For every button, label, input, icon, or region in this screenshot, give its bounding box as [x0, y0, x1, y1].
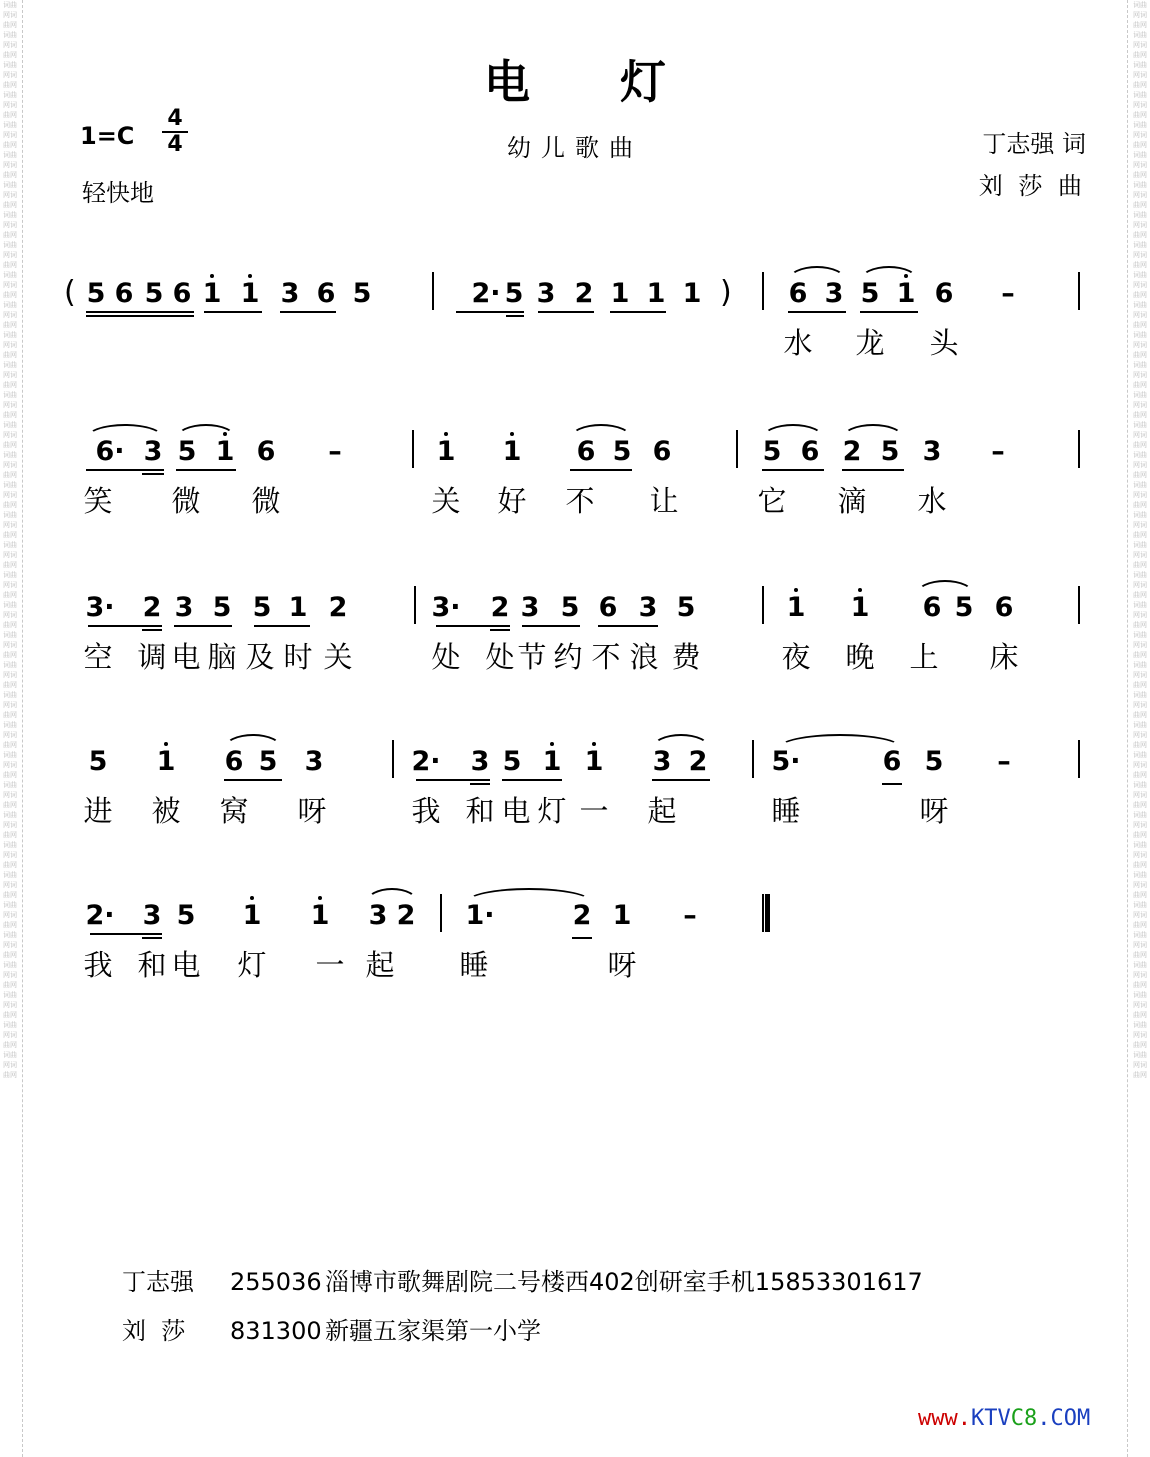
lyric-syllable: 我: [83, 948, 113, 982]
note: 1: [682, 278, 702, 309]
footer-line-1: [122, 1262, 923, 1297]
note: 1: [584, 746, 604, 777]
lyric-syllable: 灯: [537, 794, 567, 828]
bar-line: [1078, 586, 1080, 624]
lyric-syllable: 空: [83, 640, 113, 674]
note: 1: [646, 278, 666, 309]
high-octave-dot: [444, 432, 448, 436]
watermark-left: 词曲网词曲网词曲网词曲网词曲网词曲网词曲网词曲网词曲网词曲网词曲网词曲网词曲网词曲网词曲网词曲网词曲网词曲网词曲网词曲网词曲网词曲网词曲网词曲网词曲网词曲网词曲网词曲网词曲网词曲网词曲网词曲网词曲网词曲网词曲网词曲网词曲网词曲网词曲网词曲网词曲网词曲网词曲网词曲网词曲网词曲网词曲网词曲网词曲网词曲网词曲网词曲网词曲网词曲网词曲网词曲网词曲网词曲网词曲网词曲网词曲网词曲网词曲网词曲网词曲网词曲网词曲网词曲网词曲网词曲网词曲网词曲网: [3, 1, 17, 1079]
high-octave-dot: [210, 274, 214, 278]
high-octave-dot: [550, 742, 554, 746]
beam-line: [570, 469, 632, 471]
beam-line-double: [572, 937, 592, 939]
note: 6: [172, 278, 192, 309]
lyric-syllable: 不: [591, 640, 621, 674]
note: 1: [850, 592, 870, 623]
note: 5: [676, 592, 696, 623]
footer-address: 新疆五家渠第一小学: [325, 1317, 541, 1345]
lyric-syllable: 上: [909, 640, 939, 674]
lyric-syllable: 节: [517, 640, 547, 674]
close-paren: ): [720, 275, 732, 310]
beam-line: [280, 311, 336, 313]
beam-line: [456, 311, 524, 313]
high-octave-dot: [318, 896, 322, 900]
beam-line-double: [882, 783, 902, 785]
beam-line: [416, 779, 490, 781]
footer-name: 刘 莎: [122, 1317, 186, 1345]
note: 3: [824, 278, 844, 309]
note: 2: [572, 900, 592, 931]
beam-line: [174, 625, 232, 627]
note: 1·: [465, 900, 495, 931]
note: 5: [352, 278, 372, 309]
footer-address: 淄博市歌舞剧院二号楼西402创研室手机15853301617: [325, 1268, 923, 1296]
lyric-syllable: 让: [649, 484, 679, 518]
high-octave-dot: [510, 432, 514, 436]
beam-line: [538, 311, 594, 313]
note: 6: [922, 592, 942, 623]
note: 6: [256, 436, 276, 467]
note: 5: [504, 278, 524, 309]
composer: 刘 莎 曲: [978, 172, 1086, 200]
lyric-syllable: 微: [171, 484, 201, 518]
high-octave-dot: [794, 588, 798, 592]
time-top: 4: [167, 106, 183, 131]
lyric-syllable: 电: [171, 640, 201, 674]
note: 3: [368, 900, 388, 931]
note: 3: [470, 746, 490, 777]
beam-line-double: [506, 315, 524, 317]
note: 6·: [95, 436, 125, 467]
beam-line: [176, 469, 236, 471]
bar-line: [414, 586, 416, 624]
note: 3: [174, 592, 194, 623]
note: 1: [242, 900, 262, 931]
beam-line-double: [142, 629, 162, 631]
site-url[interactable]: www.KTVC8.COM: [918, 1406, 1091, 1431]
note: 6: [934, 278, 954, 309]
note: 6: [224, 746, 244, 777]
note: 1: [542, 746, 562, 777]
lyric-syllable: 约: [553, 640, 583, 674]
open-paren: (: [64, 275, 76, 310]
note: 5: [860, 278, 880, 309]
lyric-syllable: 一: [315, 948, 345, 982]
note: 3: [520, 592, 540, 623]
bar-line: [1078, 272, 1080, 310]
note: 2: [842, 436, 862, 467]
lyric-syllable: 和: [137, 948, 167, 982]
note: 5: [212, 592, 232, 623]
bar-line: [392, 740, 394, 778]
note: 3: [280, 278, 300, 309]
beam-line: [842, 469, 904, 471]
beam-line: [860, 311, 918, 313]
note: 1: [310, 900, 330, 931]
final-bar-line: [762, 894, 770, 932]
note: 6: [114, 278, 134, 309]
lyric-syllable: 睡: [771, 794, 801, 828]
beam-line: [652, 779, 710, 781]
beam-line: [90, 933, 162, 935]
beam-line: [762, 469, 824, 471]
note: 5: [252, 592, 272, 623]
song-title: 电灯: [484, 55, 756, 109]
key-signature: 1=C: [80, 122, 135, 150]
note: 3: [536, 278, 556, 309]
bar-line: [752, 740, 754, 778]
lyric-syllable: 费: [671, 640, 701, 674]
lyric-syllable: 我: [411, 794, 441, 828]
beam-line-double: [142, 937, 162, 939]
bar-line: [432, 272, 434, 310]
lyric-syllable: 关: [323, 640, 353, 674]
note: 5: [880, 436, 900, 467]
note: 3: [143, 436, 163, 467]
lyric-syllable: 被: [151, 794, 181, 828]
note: 6: [576, 436, 596, 467]
note: 3: [922, 436, 942, 467]
high-octave-dot: [164, 742, 168, 746]
note: 2: [396, 900, 416, 931]
lyric-syllable: 关: [431, 484, 461, 518]
high-octave-dot: [248, 274, 252, 278]
lyric-syllable: 笑: [83, 484, 113, 518]
time-bottom: 4: [167, 132, 183, 157]
lyric-syllable: 头: [929, 326, 959, 360]
lyric-syllable: 睡: [459, 948, 489, 982]
high-octave-dot: [858, 588, 862, 592]
footer-name: 丁志强: [122, 1268, 194, 1296]
tempo-marking: 轻快地: [82, 179, 154, 207]
note: 3·: [431, 592, 461, 623]
note: 1: [240, 278, 260, 309]
note: 5: [176, 900, 196, 931]
bar-line: [440, 894, 442, 932]
lyric-syllable: 脑: [207, 640, 237, 674]
note: 1: [156, 746, 176, 777]
note: 1: [786, 592, 806, 623]
lyric-syllable: 和: [465, 794, 495, 828]
footer-zip: 831300: [230, 1317, 322, 1345]
lyric-syllable: 一: [579, 794, 609, 828]
lyric-syllable: 及: [245, 640, 275, 674]
note: –: [328, 436, 342, 467]
note: 1: [202, 278, 222, 309]
lyric-syllable: 电: [501, 794, 531, 828]
lyric-syllable: 灯: [237, 948, 267, 982]
lyric-syllable: 起: [647, 794, 677, 828]
note: 1: [610, 278, 630, 309]
lyric-syllable: 进: [83, 794, 113, 828]
note: 3·: [85, 592, 115, 623]
note: 1: [436, 436, 456, 467]
lyric-syllable: 水: [917, 484, 947, 518]
note: 3: [638, 592, 658, 623]
beam-line: [788, 311, 846, 313]
beam-line: [86, 469, 164, 471]
lyric-syllable: 浪: [629, 640, 659, 674]
note: 1: [612, 900, 632, 931]
lyric-syllable: 床: [989, 640, 1019, 674]
lyric-syllable: 调: [137, 640, 167, 674]
note: 5: [612, 436, 632, 467]
note: 6: [994, 592, 1014, 623]
note: 5: [88, 746, 108, 777]
watermark-right: 词曲网词曲网词曲网词曲网词曲网词曲网词曲网词曲网词曲网词曲网词曲网词曲网词曲网词曲网词曲网词曲网词曲网词曲网词曲网词曲网词曲网词曲网词曲网词曲网词曲网词曲网词曲网词曲网词曲网词曲网词曲网词曲网词曲网词曲网词曲网词曲网词曲网词曲网词曲网词曲网词曲网词曲网词曲网词曲网词曲网词曲网词曲网词曲网词曲网词曲网词曲网词曲网词曲网词曲网词曲网词曲网词曲网词曲网词曲网词曲网词曲网词曲网词曲网词曲网词曲网词曲网词曲网词曲网词曲网词曲网词曲网词曲网: [1133, 1, 1147, 1079]
note: 5: [86, 278, 106, 309]
footer-line-2: [122, 1311, 541, 1346]
note: –: [991, 436, 1005, 467]
high-octave-dot: [250, 896, 254, 900]
bar-line: [736, 430, 738, 468]
note: –: [997, 746, 1011, 777]
note: 6: [800, 436, 820, 467]
note: 5: [762, 436, 782, 467]
note: 1: [502, 436, 522, 467]
lyricist: 丁志强 词: [982, 130, 1086, 158]
note: 2: [688, 746, 708, 777]
lyric-syllable: 时: [283, 640, 313, 674]
lyric-syllable: 呀: [919, 794, 949, 828]
lyric-syllable: 夜: [781, 640, 811, 674]
lyric-syllable: 微: [251, 484, 281, 518]
lyric-syllable: 不: [565, 484, 595, 518]
lyric-syllable: 电: [171, 948, 201, 982]
lyric-syllable: 滴: [837, 484, 867, 518]
lyric-syllable: 呀: [297, 794, 327, 828]
note: 2: [142, 592, 162, 623]
note: 2·: [411, 746, 441, 777]
lyric-syllable: 起: [365, 948, 395, 982]
note: 2·: [471, 278, 501, 309]
beam-line: [254, 625, 310, 627]
note: 5: [954, 592, 974, 623]
lyric-syllable: 处: [431, 640, 461, 674]
beam-line-double: [142, 473, 164, 475]
beam-line-double: [470, 783, 490, 785]
note: 6: [598, 592, 618, 623]
note: 1: [215, 436, 235, 467]
note: –: [1001, 278, 1015, 309]
note: 1: [896, 278, 916, 309]
note: 5: [560, 592, 580, 623]
lyric-syllable: 晚: [845, 640, 875, 674]
note: 5: [144, 278, 164, 309]
subtitle: 幼儿歌曲: [507, 134, 643, 162]
bar-line: [762, 586, 764, 624]
note: 2: [328, 592, 348, 623]
lyric-syllable: 它: [757, 484, 787, 518]
note: 6: [882, 746, 902, 777]
note: 5: [502, 746, 522, 777]
note: 2: [490, 592, 510, 623]
bar-line: [1078, 740, 1080, 778]
bar-line: [412, 430, 414, 468]
note: 1: [288, 592, 308, 623]
beam-line: [610, 311, 666, 313]
note: 6: [788, 278, 808, 309]
beam-line: [224, 779, 282, 781]
note: 5: [177, 436, 197, 467]
lyric-syllable: 窝: [219, 794, 249, 828]
lyric-syllable: 好: [497, 484, 527, 518]
note: 3: [652, 746, 672, 777]
note: 6: [652, 436, 672, 467]
lyric-syllable: 龙: [855, 326, 885, 360]
lyric-syllable: 呀: [607, 948, 637, 982]
note: 5·: [771, 746, 801, 777]
note: 3: [142, 900, 162, 931]
note: –: [683, 900, 697, 931]
high-octave-dot: [592, 742, 596, 746]
bar-line: [762, 272, 764, 310]
note: 2: [574, 278, 594, 309]
bar-line: [1078, 430, 1080, 468]
lyric-syllable: 水: [783, 326, 813, 360]
lyric-syllable: 处: [485, 640, 515, 674]
note: 3: [304, 746, 324, 777]
note: 5: [258, 746, 278, 777]
note: 5: [924, 746, 944, 777]
note: 2·: [85, 900, 115, 931]
beam-line: [88, 625, 162, 627]
beam-line: [436, 625, 510, 627]
beam-line: [502, 779, 562, 781]
footer-zip: 255036: [230, 1268, 322, 1296]
beam-line: [522, 625, 580, 627]
page-border: [22, 0, 1128, 1457]
site-watermark[interactable]: [918, 1406, 1090, 1431]
beam-line: [204, 311, 262, 313]
beam-line: [598, 625, 658, 627]
beam-line: [86, 311, 194, 313]
beam-line-double: [490, 629, 510, 631]
note: 6: [316, 278, 336, 309]
beam-line-double: [86, 315, 194, 317]
